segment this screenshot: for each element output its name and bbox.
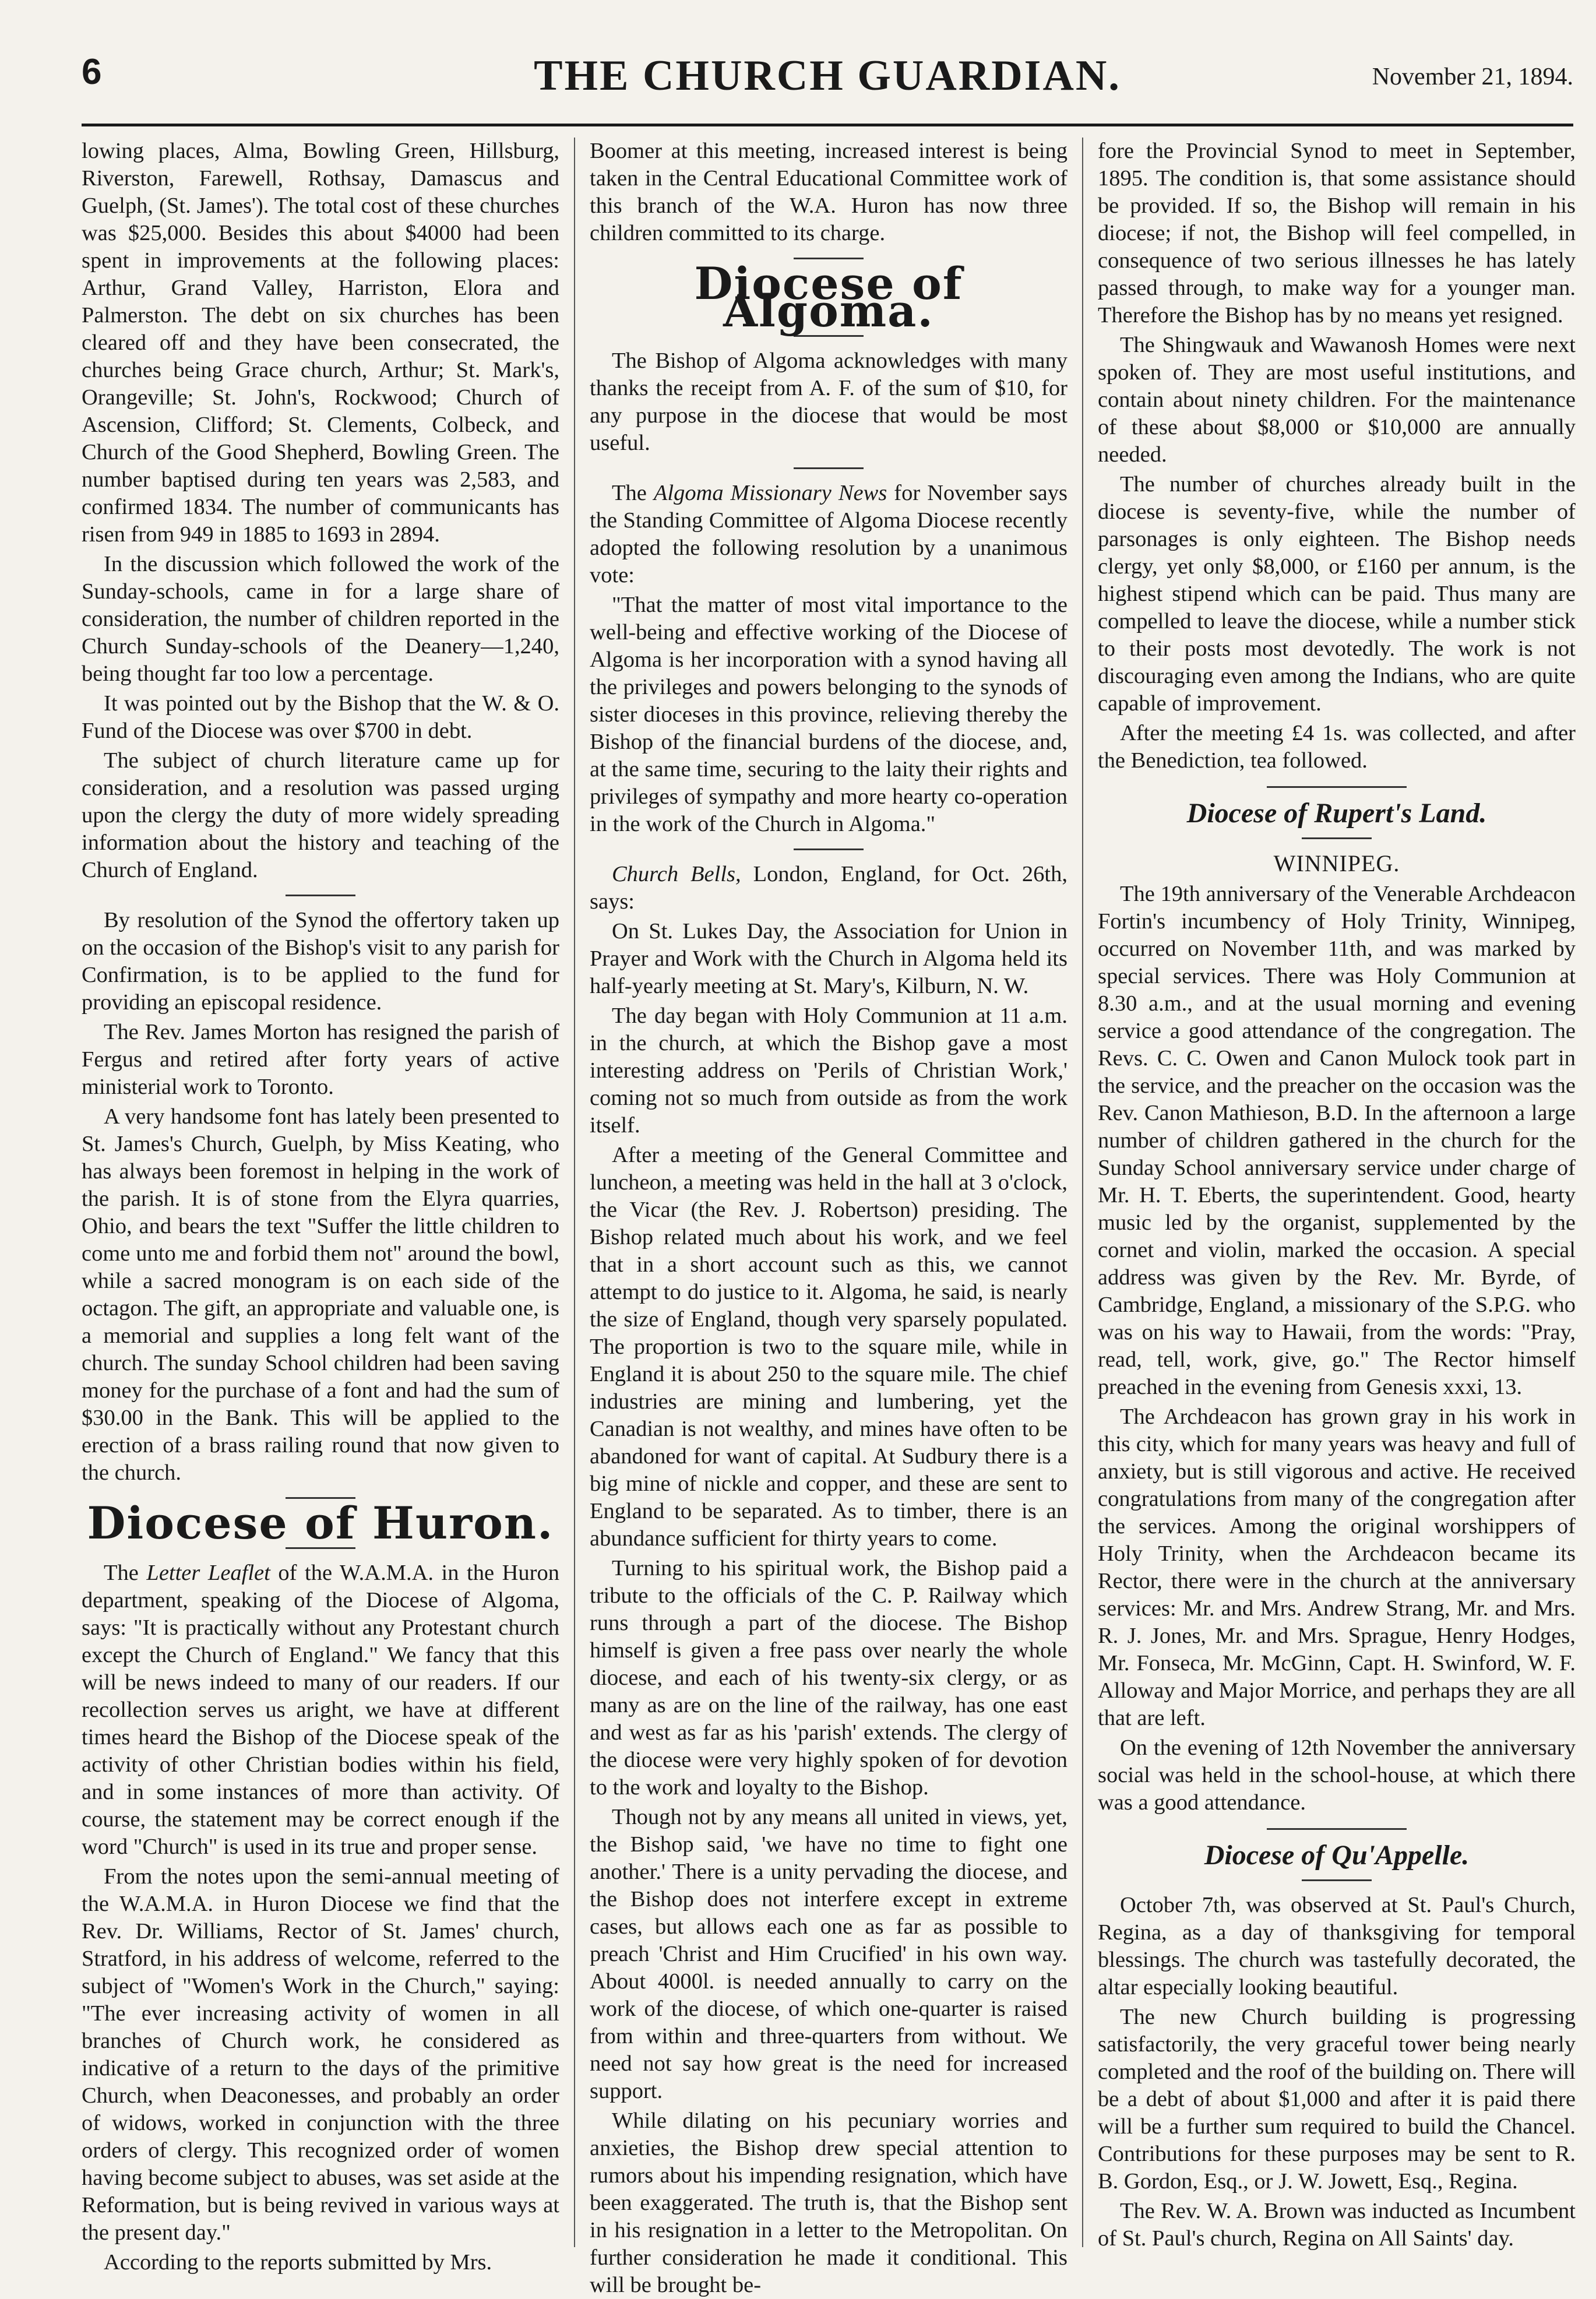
paragraph: According to the reports submitted by Mrs. bbox=[104, 2250, 492, 2275]
paragraph: fore the Provincial Synod to meet in September, 1895. The condition is, that some assistance should be provided. If so, the Bishop will remain in his diocese; if not, the Bishop will feel compelled, in consequence of two serious illnesses he has lately passed through, to make way for a younger man. Therefore the Bishop has by no means yet resigned. bbox=[1098, 139, 1576, 328]
column-3 bbox=[1098, 138, 1576, 2251]
column-divider bbox=[1082, 138, 1083, 2247]
paragraph: Boomer at this meeting, increased interest is being taken in the Central Educational Committee work of this branch of the W.A. Huron has now three children committed to its charge. bbox=[590, 139, 1067, 245]
publication-name: Letter Leaflet bbox=[146, 1561, 270, 1585]
paragraph: A very handsome font has lately been presented to St. James's Church, Guelph, by Miss Keating, who has always been foremost in helping in the work of the parish. It is of stone from the Elyra quarries, Ohio, and bears the text "Suffer the little children to come unto me and forbid them not" around the bowl, while a sacred monogram is on each side of the octagon. The gift, an appropriate and valuable one, is a memorial and supplies a long felt want of the church. The sunday School children had been saving money for the purchase of a font and had the sum of $30.00 in the Bank. This will be applied to the erection of a brass railing round that now given to the church. bbox=[82, 1104, 559, 1485]
paragraph: It was pointed out by the Bishop that the W. & O. Fund of the Diocese was over $700 in debt. bbox=[82, 691, 559, 743]
column-2 bbox=[590, 138, 1067, 2297]
paragraph: The Archdeacon has grown gray in his work in this city, which for many years was heavy and full of anxiety, but is still vigorous and active. He received congratulations from many of the congregation after the services. Among the original worshippers of Holy Trinity, when the Archdeacon became its Rector, there were in the church at the anniversary services: Mr. and Mrs. Andrew Strang, Mr. and Mrs. R. J. Jones, Mr. and Mrs. Sprague, Henry Hodges, Mr. Fonseca, Mr. McGinn, Capt. H. Swinford, W. F. Alloway and Major Morrice, and perhaps they are all that are left. bbox=[1098, 1404, 1576, 1730]
section-divider bbox=[1302, 1879, 1372, 1881]
newspaper-title: THE CHURCH GUARDIAN. bbox=[534, 52, 1121, 100]
section-divider bbox=[794, 849, 864, 850]
masthead-rule bbox=[82, 124, 1573, 126]
paragraph: After the meeting £4 1s. was collected, and after the Benediction, tea followed. bbox=[1098, 721, 1576, 773]
section-divider bbox=[1267, 786, 1407, 788]
paragraph: The Letter Leaflet of the W.A.M.A. in the Huron department, speaking of the Diocese of Algoma, says: "It is practically without any Protestant church except the Church of England." We fancy that this will be news indeed to many of our readers. If our recollection serves us aright, we have at different times heard the Bishop of the Diocese speak of the activity of other Christian bodies within his field, and in some instances of more than activity. Of course, the statement may be correct enough if the word "Church" is used in its true and proper sense. bbox=[82, 1561, 559, 1859]
subheading-winnipeg: WINNIPEG. bbox=[1273, 850, 1400, 876]
paragraph: Though not by any means all united in views, yet, the Bishop said, 'we have no time to fight one another.' There is a unity pervading the diocese, and the Bishop does not interfere except in extreme cases, but allows each one as far as possible to preach 'Christ and Him Crucified' in his own way. About 4000l. is needed annually to carry on the work of the diocese, of which one-quarter is raised from within and three-quarters from without. We need not say how great is the need for increased support. bbox=[590, 1805, 1067, 2103]
section-divider bbox=[286, 895, 355, 896]
page-number: 6 bbox=[82, 52, 102, 92]
paragraph: The Rev. W. A. Brown was inducted as Incumbent of St. Paul's church, Regina on All Saints' day. bbox=[1098, 2199, 1576, 2251]
paragraph: The new Church building is progressing satisfactorily, the very graceful tower being nearly completed and the roof of the building on. There will be a debt of about $1,000 and after it is paid there will be a further sum required to build the Chancel. Contributions for these purposes may be sent to R. B. Gordon, Esq., or J. W. Jowett, Esq., Regina. bbox=[1098, 2005, 1576, 2194]
paragraph: lowing places, Alma, Bowling Green, Hillsburg, Riverston, Farewell, Rothsay, Damascus and Guelph, (St. James'). The total cost of these churches was $25,000. Besides this about $4000 had been spent in improvements at the following places: Arthur, Grand Valley, Harriston, Elora and Palmerston. The debt on six churches has been cleared off and they have been consecrated, the churches being Grace church, Arthur; St. Mark's, Orangeville; St. John's, Rockwood; Church of Ascension, Clifford; St. Clements, Colbeck, and Church of the Good Shepherd, Bowling Green. The number baptised during ten years was 2,583, and confirmed 1834. The number of communicants has risen from 949 in 1885 to 1693 in 2894. bbox=[82, 139, 559, 547]
issue-date: November 21, 1894. bbox=[1372, 64, 1573, 90]
paragraph: In the discussion which followed the work of the Sunday-schools, came in for a large share of consideration, the number of children reported in the Church Sunday-schools of the Deanery—1,240, being thought far too low a percentage. bbox=[82, 552, 559, 686]
column-divider bbox=[574, 138, 575, 2247]
paragraph: Turning to his spiritual work, the Bishop paid a tribute to the officials of the C. P. Railway which runs through a part of the diocese. The Bishop himself is given a free pass over nearly the whole diocese, and each of his twenty-six clergy, or as many as are on the line of the railway, has one east and west as far as his 'parish' extends. The clergy of the diocese were very highly spoken of for devotion to the work and loyalty to the Bishop. bbox=[590, 1556, 1067, 1800]
paragraph: The day began with Holy Communion at 11 a.m. in the church, at which the Bishop gave a most interesting address on 'Perils of Christian Work,' coming not so much from outside as from the work itself. bbox=[590, 1004, 1067, 1138]
paragraph: The subject of church literature came up for consideration, and a resolution was passed urging upon the clergy the duty of more widely spreading information about the history and teaching of the Church of England. bbox=[82, 748, 559, 882]
paragraph: While dilating on his pecuniary worries and anxieties, the Bishop drew special attention to rumors about his impending resignation, which have been exaggerated. The truth is, that the Bishop sent in his resignation in a letter to the Metropolitan. On further consideration he made it conditional. This will be brought be- bbox=[590, 2108, 1067, 2297]
paragraph: On St. Lukes Day, the Association for Union in Prayer and Work with the Church in Algoma held its half-yearly meeting at St. Mary's, Kilburn, N. W. bbox=[590, 919, 1067, 998]
paragraph: The Bishop of Algoma acknowledges with many thanks the receipt from A. F. of the sum of $10, for any purpose in the diocese that would be most useful. bbox=[590, 348, 1067, 455]
paragraph: The Algoma Missionary News for November says the Standing Committee of Algoma Diocese recently adopted the following resolution by a unanimous vote: bbox=[590, 481, 1067, 587]
paragraph: The Shingwauk and Wawanosh Homes were next spoken of. They are most useful institutions, and contain about ninety children. For the maintenance of these about $8,000 or $10,000 are annually needed. bbox=[1098, 333, 1576, 467]
section-divider bbox=[1302, 837, 1372, 839]
publication-name: Church Bells, bbox=[612, 862, 741, 886]
paragraph: "That the matter of most vital importance to the well-being and effective working of the Diocese of Algoma is her incorporation with a synod having all the privileges and powers belonging to the synods of sister dioceses in this province, relieving thereby the Bishop of the financial burdens of the diocese, and, at the same time, securing to the laity their rights and privileges of sympathy and more hearty co-operation in the work of the Church in Algoma." bbox=[590, 593, 1067, 836]
paragraph: From the notes upon the semi-annual meeting of the W.A.M.A. in Huron Diocese we find that the Rev. Dr. Williams, Rector of St. James' church, Stratford, in his address of welcome, referred to the subject of "Women's Work in the Church," saying: "The ever increasing activity of women in all branches of Church work, he considered as indicative of a return to the days of the primitive Church, when Deaconesses, and probably an order of widows, worked in conjunction with the three orders of clergy. This recognized order of women having become subject to abuses, was set aside at the Reformation, but is being revived in various ways at the present day." bbox=[82, 1864, 559, 2245]
column-1 bbox=[82, 138, 559, 2275]
publication-name: Algoma Missionary News bbox=[653, 481, 887, 505]
section-divider bbox=[1267, 1828, 1407, 1830]
section-heading-ruperts-land: Diocese of Rupert's Land. bbox=[1186, 798, 1487, 829]
masthead bbox=[82, 51, 1573, 121]
section-divider bbox=[794, 467, 864, 469]
section-heading-algoma: Diocese of Algoma. bbox=[694, 258, 963, 337]
section-heading-quappelle: Diocese of Qu'Appelle. bbox=[1204, 1840, 1470, 1871]
section-heading-huron: Diocese of Huron. bbox=[87, 1497, 554, 1549]
paragraph: The 19th anniversary of the Venerable Archdeacon Fortin's incumbency of Holy Trinity, Winnipeg, occurred on November 11th, and was marked by special services. There was Holy Communion at 8.30 a.m., and at the usual morning and evening service a good attendance of the congregation. The Revs. C. C. Owen and Canon Mulock took part in the service, and the preacher on the occasion was the Rev. Canon Mathieson, B.D. In the afternoon a large number of children gathered in the church for the Sunday School anniversary service under charge of Mr. H. T. Eberts, the superintendent. Good, hearty music led by the organist, supplemented by the cornet and violin, marked the occasion. A special address was given by the Rev. Mr. Byrde, of Cambridge, England, a missionary of the S.P.G. who was on his way to Hawaii, from the words: "Pray, read, tell, work, give, go." The Rector himself preached in the evening from Genesis xxxi, 13. bbox=[1098, 882, 1576, 1399]
paragraph: On the evening of 12th November the anniversary social was held in the school-house, at which there was a good attendance. bbox=[1098, 1735, 1576, 1815]
paragraph: By resolution of the Synod the offertory taken up on the occasion of the Bishop's visit to any parish for Confirmation, is to be applied to the fund for providing an episcopal residence. bbox=[82, 908, 559, 1015]
paragraph: The Rev. James Morton has resigned the parish of Fergus and retired after forty years of active ministerial work to Toronto. bbox=[82, 1020, 559, 1099]
paragraph: October 7th, was observed at St. Paul's Church, Regina, as a day of thanksgiving for temporal blessings. The church was tastefully decorated, the altar especially looking beautiful. bbox=[1098, 1893, 1576, 1999]
paragraph: Church Bells, London, England, for Oct. 26th, says: bbox=[590, 862, 1067, 914]
paragraph: The number of churches already built in the diocese is seventy-five, while the number of parsonages is only eighteen. The Bishop needs clergy, yet only $8,000, or £160 per annum, is the highest stipend which can be paid. Thus many are compelled to leave the diocese, while a number stick to their posts most devotedly. The work is not discouraging even among the Indians, who are quite capable of improvement. bbox=[1098, 472, 1576, 716]
paragraph: After a meeting of the General Committee and luncheon, a meeting was held in the hall at 3 o'clock, the Vicar (the Rev. J. Robertson) presiding. The Bishop related much about his work, and we feel that in a short account such as this, we cannot attempt to do justice to it. Algoma, he said, is nearly the size of England, though very sparsely populated. The proportion is two to the square mile, while in England it is about 250 to the square mile. The chief industries are mining and lumbering, yet the Canadian is not wealthy, and mines have often to be abandoned for want of capital. At Sudbury there is a big mine of nickle and copper, and these are sent to England to be separated. As to timber, there is an abundance sufficient for thirty years to come. bbox=[590, 1143, 1067, 1551]
